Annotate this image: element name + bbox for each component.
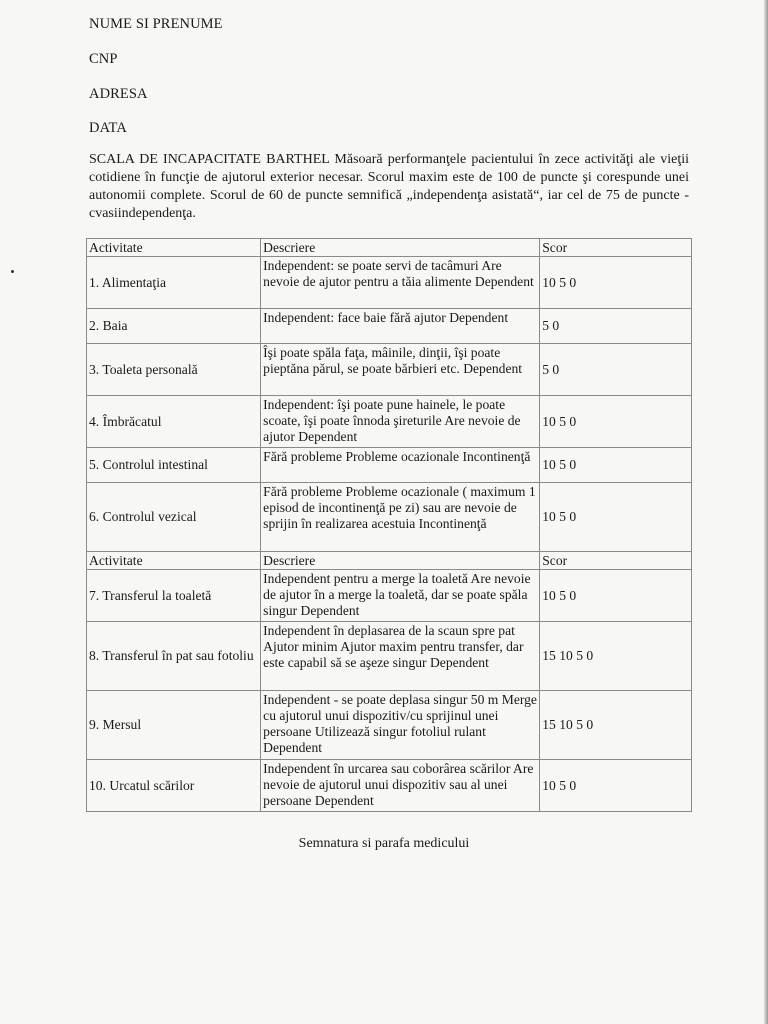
description-cell: Independent - se poate deplasa singur 50 m Merge cu ajutorul unui dispozitiv/cu sprijinul unei persoane Utilizează singur fotoliul rulant Dependent bbox=[261, 691, 540, 760]
table-row bbox=[87, 309, 692, 344]
activity-cell: 1. Alimentaţia bbox=[87, 257, 261, 309]
header-activity: Activitate bbox=[87, 239, 261, 257]
score-cell: 10 5 0 bbox=[540, 257, 692, 309]
score-cell: 10 5 0 bbox=[540, 448, 692, 483]
table-row bbox=[87, 396, 692, 448]
name-field-label: NUME SI PRENUME bbox=[89, 16, 223, 32]
table-header-row-repeat bbox=[87, 552, 692, 570]
table-row bbox=[87, 448, 692, 483]
table-row bbox=[87, 691, 692, 760]
activity-cell: 7. Transferul la toaletă bbox=[87, 570, 261, 622]
header-activity: Activitate bbox=[87, 552, 261, 570]
activity-cell: 3. Toaleta personală bbox=[87, 344, 261, 396]
table-row bbox=[87, 483, 692, 552]
activity-cell: 5. Controlul intestinal bbox=[87, 448, 261, 483]
table-row bbox=[87, 622, 692, 691]
activity-cell: 8. Transferul în pat sau fotoliu bbox=[87, 622, 261, 691]
score-cell: 5 0 bbox=[540, 309, 692, 344]
description-cell: Fără probleme Probleme ocazionale Incontinenţă bbox=[261, 448, 540, 483]
table-row bbox=[87, 570, 692, 622]
table-row bbox=[87, 257, 692, 309]
activity-cell: 2. Baia bbox=[87, 309, 261, 344]
table-header-row bbox=[87, 239, 692, 257]
score-cell: 10 5 0 bbox=[540, 760, 692, 812]
scale-title: SCALA DE INCAPACITATE BARTHEL bbox=[89, 152, 330, 167]
activity-cell: 6. Controlul vezical bbox=[87, 483, 261, 552]
barthel-table bbox=[86, 238, 692, 812]
activity-cell: 10. Urcatul scărilor bbox=[87, 760, 261, 812]
description-cell: Independent: se poate servi de tacâmuri Are nevoie de ajutor pentru a tăia alimente Dependent bbox=[261, 257, 540, 309]
description-cell: Îşi poate spăla faţa, mâinile, dinţii, îşi poate pieptăna părul, se poate bărbieri etc. Dependent bbox=[261, 344, 540, 396]
activity-cell: 9. Mersul bbox=[87, 691, 261, 760]
table-row bbox=[87, 344, 692, 396]
date-field-label: DATA bbox=[89, 120, 127, 136]
description-cell: Independent pentru a merge la toaletă Are nevoie de ajutor în a merge la toaletă, dar se poate spăla singur Dependent bbox=[261, 570, 540, 622]
description-cell: Independent în deplasarea de la scaun spre pat Ajutor minim Ajutor maxim pentru transfer, dar este capabil să se aşeze singur Dependent bbox=[261, 622, 540, 691]
score-cell: 5 0 bbox=[540, 344, 692, 396]
table-row bbox=[87, 760, 692, 812]
header-score: Scor bbox=[540, 239, 692, 257]
doctor-signature-label: Semnatura si parafa medicului bbox=[298, 836, 470, 851]
score-cell: 10 5 0 bbox=[540, 483, 692, 552]
description-cell: Fără probleme Probleme ocazionale ( maximum 1 episod de incontinenţă pe zi) sau are nevoie de sprijin în realizarea acestuia Incontinenţă bbox=[261, 483, 540, 552]
score-cell: 10 5 0 bbox=[540, 396, 692, 448]
header-description: Descriere bbox=[261, 552, 540, 570]
description-cell: Independent: face baie fără ajutor Dependent bbox=[261, 309, 540, 344]
cnp-field-label: CNP bbox=[89, 51, 118, 67]
header-score: Scor bbox=[540, 552, 692, 570]
activity-cell: 4. Îmbrăcatul bbox=[87, 396, 261, 448]
score-cell: 10 5 0 bbox=[540, 570, 692, 622]
intro-paragraph bbox=[89, 151, 689, 223]
scale-description: Măsoară performanţele pacientului în zece activităţi ale vieţii cotidiene în funcţie de ajutorul exterior necesar. Scorul maxim este de 100 de puncte şi corespunde unei autonomii complete. Scorul de 60 de puncte semnifică „independenţa asistată“, iar cel de 75 de puncte - cvasiindependenţa. bbox=[89, 152, 689, 221]
header-description: Descriere bbox=[261, 239, 540, 257]
page-edge-shadow bbox=[764, 0, 768, 1024]
score-cell: 15 10 5 0 bbox=[540, 691, 692, 760]
address-field-label: ADRESA bbox=[89, 86, 148, 102]
score-cell: 15 10 5 0 bbox=[540, 622, 692, 691]
scan-speck bbox=[11, 270, 14, 273]
description-cell: Independent: îşi poate pune hainele, le poate scoate, îşi poate înnoda şireturile Are nevoie de ajutor Dependent bbox=[261, 396, 540, 448]
description-cell: Independent în urcarea sau coborârea scărilor Are nevoie de ajutorul unui dispozitiv sau al unei persoane Dependent bbox=[261, 760, 540, 812]
